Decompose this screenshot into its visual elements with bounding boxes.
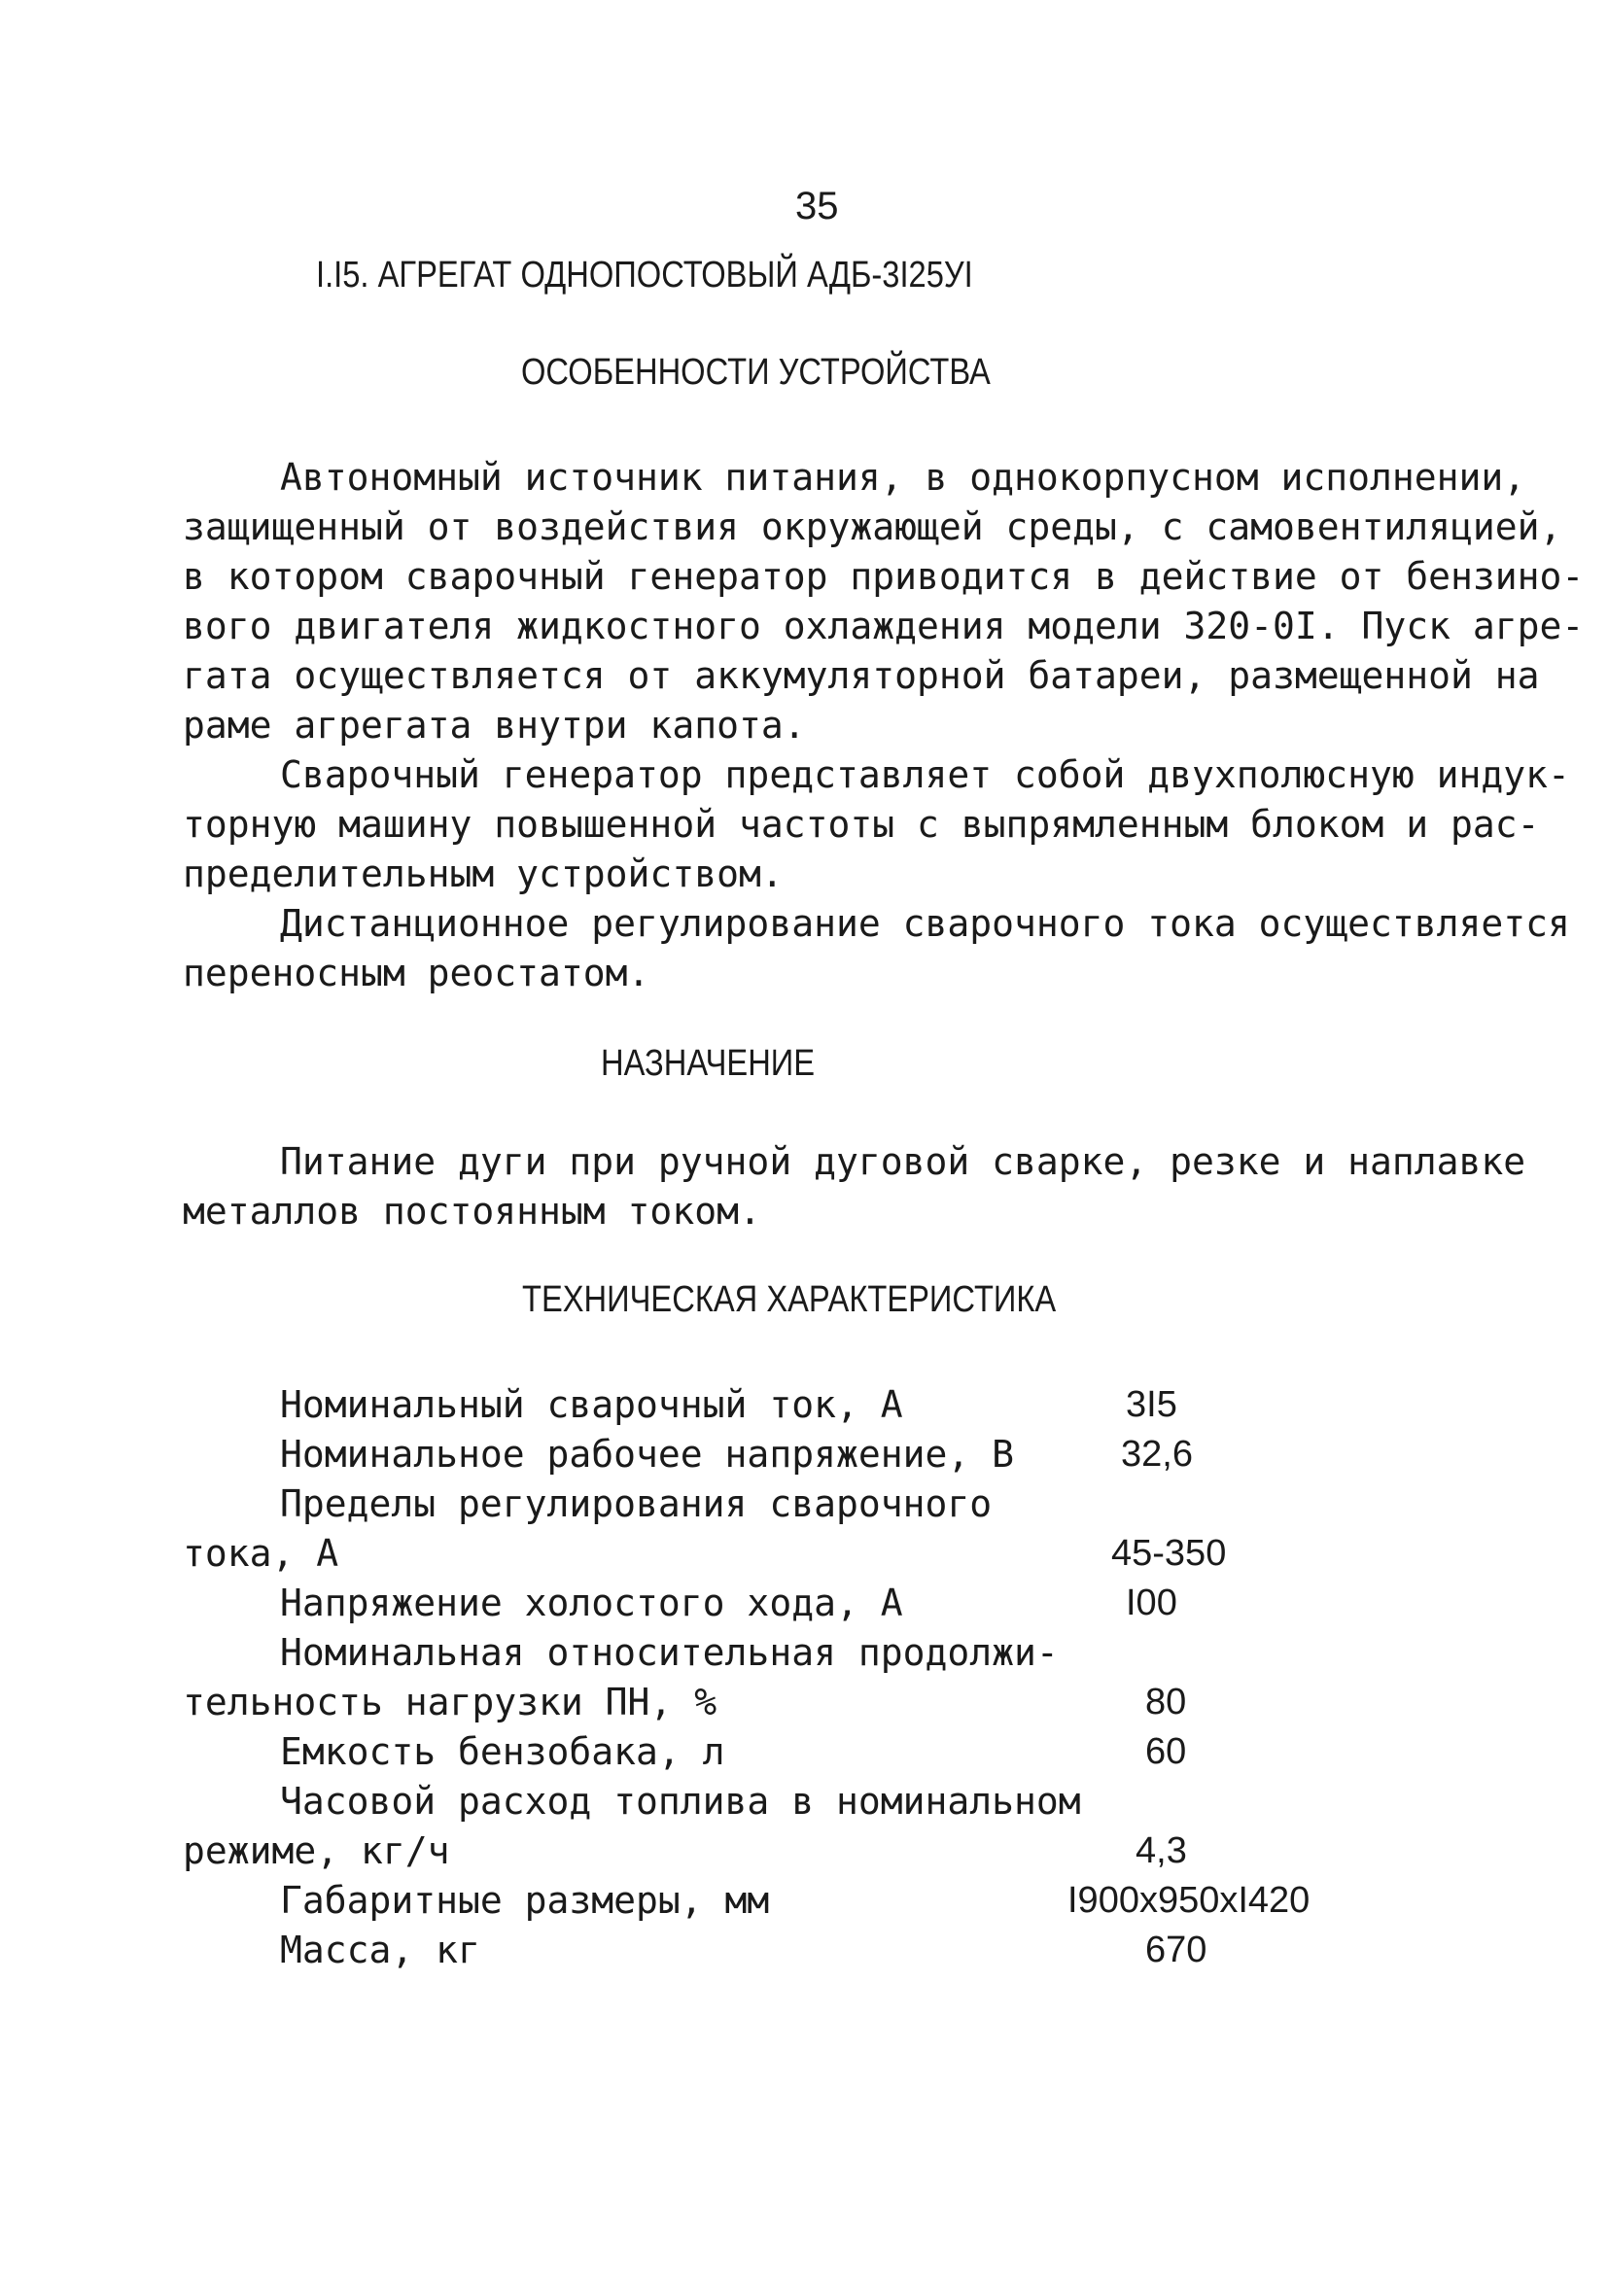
text-line: Дистанционное регулирование сварочного тока осуществляется (280, 902, 1570, 945)
text-line: защищенный от воздействия окружающей среды, с самовентиляцией, (183, 505, 1562, 548)
spec-label: Масса, кг (280, 1929, 480, 1971)
spec-row (183, 1529, 1447, 1579)
heading-features: ОСОБЕННОСТИ УСТРОЙСТВА (521, 352, 991, 393)
specs-table (183, 1380, 1447, 1975)
text-line: вого двигателя жидкостного охлаждения модели 320-0I. Пуск агре- (183, 605, 1585, 647)
spec-value: I900x950xI420 (1067, 1880, 1311, 1921)
spec-value: 45-350 (1111, 1533, 1227, 1574)
spec-row (183, 1826, 1447, 1876)
text-line: Питание дуги при ручной дуговой сварке, резке и наплавке (280, 1140, 1526, 1183)
spec-value: I00 (1126, 1583, 1177, 1623)
text-line: пределительным устройством. (183, 852, 784, 895)
spec-value: 4,3 (1136, 1830, 1187, 1871)
text-line: в котором сварочный генератор приводится в действие от бензино- (183, 555, 1585, 598)
spec-row (183, 1628, 1447, 1678)
spec-label: режиме, кг/ч (183, 1829, 450, 1872)
page-number: 35 (795, 185, 839, 227)
spec-label: Часовой расход топлива в номинальном (280, 1780, 1081, 1823)
text-line: Сварочный генератор представляет собой двухполюсную индук- (280, 753, 1570, 796)
spec-label: Емкость бензобака, л (280, 1730, 725, 1773)
spec-label: Пределы регулирования сварочного (280, 1482, 993, 1525)
spec-row (183, 1727, 1447, 1777)
text-line: гата осуществляется от аккумуляторной батареи, размещенной на (183, 654, 1540, 697)
text-line: торную машину повышенной частоты с выпрямленным блоком и рас- (183, 803, 1540, 846)
text-line: раме агрегата внутри капота. (183, 704, 806, 747)
spec-row (183, 1380, 1447, 1430)
spec-row (183, 1876, 1447, 1926)
heading-specs: ТЕХНИЧЕСКАЯ ХАРАКТЕРИСТИКА (522, 1279, 1057, 1320)
spec-value: 60 (1145, 1731, 1187, 1772)
spec-label: тельность нагрузки ПН, % (183, 1681, 717, 1723)
spec-value: 80 (1145, 1682, 1187, 1722)
spec-row (183, 1430, 1447, 1479)
features-text (183, 453, 1585, 998)
spec-row (183, 1777, 1447, 1826)
section-title: I.I5. АГРЕГАТ ОДНОПОСТОВЫЙ АДБ-3I25УI (316, 255, 973, 296)
spec-row (183, 1678, 1447, 1727)
purpose-text (183, 1137, 1526, 1236)
spec-row (183, 1579, 1447, 1628)
text-line: металлов постоянным током. (183, 1190, 761, 1233)
text-line: Автономный источник питания, в однокорпусном исполнении, (280, 456, 1526, 499)
spec-row (183, 1479, 1447, 1529)
spec-label: Габаритные размеры, мм (280, 1879, 770, 1922)
spec-row (183, 1926, 1447, 1975)
spec-value: 3I5 (1126, 1384, 1177, 1425)
text-line: переносным реостатом. (183, 952, 650, 994)
heading-purpose: НАЗНАЧЕНИЕ (601, 1043, 816, 1084)
spec-label: Номинальное рабочее напряжение, В (280, 1433, 1014, 1476)
spec-label: Номинальная относительная продолжи- (280, 1631, 1059, 1674)
spec-value: 32,6 (1121, 1434, 1193, 1475)
spec-label: Напряжение холостого хода, А (280, 1582, 903, 1624)
spec-value: 670 (1145, 1930, 1207, 1970)
spec-label: тока, А (183, 1532, 339, 1575)
spec-label: Номинальный сварочный ток, А (280, 1383, 903, 1426)
